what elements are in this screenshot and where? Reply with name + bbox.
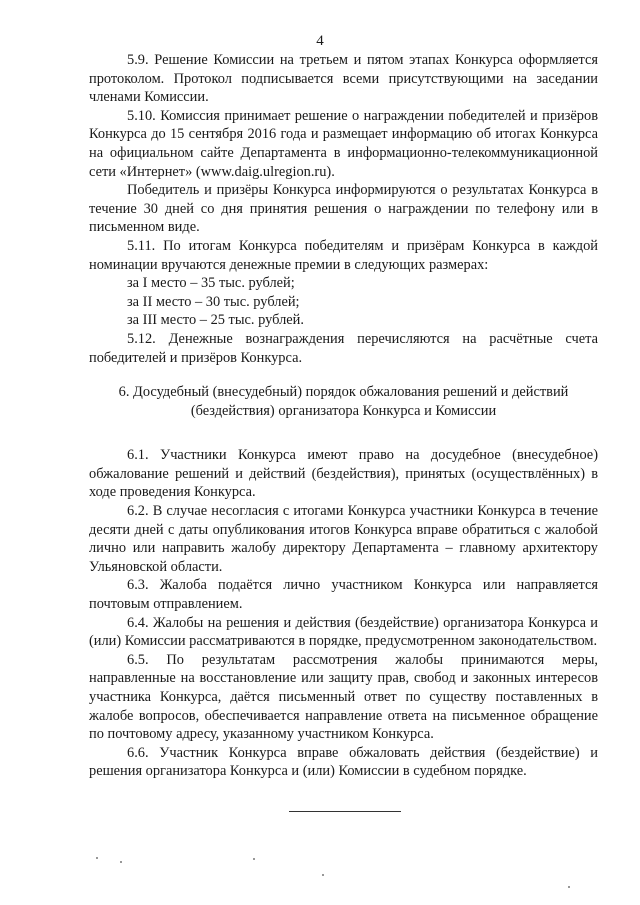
- scan-speck: [120, 861, 122, 863]
- scan-speck: [253, 858, 255, 860]
- prize-first-place: за I место – 35 тыс. рублей;: [127, 275, 295, 292]
- paragraph-5-10: 5.10. Комиссия принимает решение о награждении победителей и призёров Конкурса до 15 сентября 2016 года и размещает информацию об итогах Конкурса на официальном сайте Департамента в информационно-телекоммуникационной сети «Интернет» (www.daig.ulregion.ru).: [89, 107, 598, 180]
- paragraph-6-3: 6.3. Жалоба подаётся лично участником Конкурса или направляется почтовым отправлением.: [89, 577, 598, 613]
- prize-third-place: за III место – 25 тыс. рублей.: [127, 312, 304, 329]
- closing-rule: [289, 811, 401, 812]
- scan-speck: [96, 857, 98, 859]
- section-6-heading-line2: (бездействия) организатора Конкурса и Комиссии: [190, 402, 497, 419]
- section-6-heading-line1: 6. Досудебный (внесудебный) порядок обжалования решений и действий: [118, 384, 569, 401]
- document-body: [89, 51, 598, 781]
- paragraph-winners-notified: Победитель и призёры Конкурса информируются о результатах Конкурса в течение 30 дней со дня принятия решения о награждении по телефону или в письменном виде.: [89, 182, 598, 236]
- scan-speck: [322, 874, 324, 876]
- paragraph-6-5: 6.5. По результатам рассмотрения жалобы принимаются меры, направленные на восстановление или защиту прав, свобод и законных интересов участника Конкурса, даётся письменный ответ по существу поставленных в жалобе вопросов, обеспечивается направление ответа на письменное обращение по почтовому адресу, указанному участником Конкурса.: [89, 651, 598, 743]
- scan-speck: [568, 886, 570, 888]
- page-number: 4: [316, 33, 324, 49]
- paragraph-6-2: 6.2. В случае несогласия с итогами Конкурса участники Конкурса в течение десяти дней с даты опубликования итогов Конкурса вправе обратиться с жалобой лично или направить жалобу директору Департамента – главному архитектору Ульяновской области.: [89, 503, 598, 575]
- paragraph-6-6: 6.6. Участник Конкурса вправе обжаловать действия (бездействие) и решения организатора Конкурса и (или) Комиссии в судебном порядке.: [89, 744, 598, 780]
- paragraph-5-9: 5.9. Решение Комиссии на третьем и пятом этапах Конкурса оформляется протоколом. Протокол подписывается всеми присутствующими на заседании членами Комиссии.: [89, 52, 598, 106]
- paragraph-6-4: 6.4. Жалобы на решения и действия (бездействие) организатора Конкурса и (или) Комиссии рассматриваются в порядке, предусмотренном законодательством.: [89, 614, 598, 650]
- prize-second-place: за II место – 30 тыс. рублей;: [127, 293, 300, 310]
- paragraph-5-12: 5.12. Денежные вознаграждения перечисляются на расчётные счета победителей и призёров Конкурса.: [89, 330, 598, 366]
- paragraph-5-11: 5.11. По итогам Конкурса победителям и призёрам Конкурса в каждой номинации вручаются денежные премии в следующих размерах:: [89, 237, 598, 273]
- paragraph-6-1: 6.1. Участники Конкурса имеют право на досудебное (внесудебное) обжалование решений и действий (бездействия), принятых (осуществлённых) в ходе проведения Конкурса.: [89, 447, 598, 501]
